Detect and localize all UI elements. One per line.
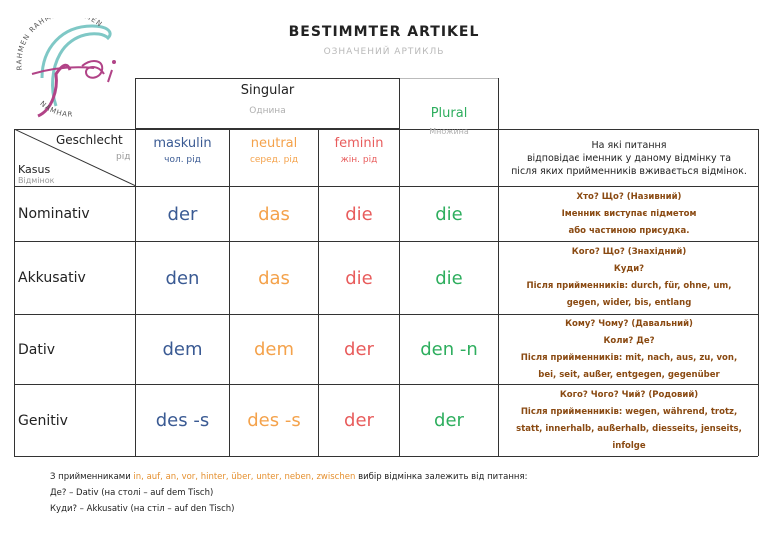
- gender-de: feminin: [334, 136, 384, 151]
- singular-header: [136, 78, 399, 128]
- article-feminine: die: [345, 203, 373, 225]
- gender-feminine: [319, 130, 399, 186]
- article-feminine: der: [344, 339, 374, 360]
- gender-masculine: [136, 130, 229, 186]
- svg-text:NAMHAR: NAMHAR: [38, 99, 74, 119]
- singular-label: Singular: [240, 83, 295, 98]
- footer-line-1: [50, 472, 527, 482]
- question-line: Після прийменників: mit, nach, aus, zu, von,: [520, 352, 738, 363]
- article-feminine: die: [345, 267, 373, 289]
- question-line: infolge: [612, 440, 646, 451]
- question-header-line: На які питання: [591, 139, 667, 151]
- case-dativ: Dativ: [18, 341, 56, 358]
- article-masculine: dem: [162, 339, 203, 360]
- question-line: Хто? Що? (Називний): [576, 191, 682, 202]
- geschlecht-label: Geschlecht: [56, 133, 123, 147]
- singular-uk-label: Однина: [249, 106, 286, 116]
- article-neutral: des -s: [247, 410, 301, 431]
- question-line: bei, seit, außer, entgegen, gegenüber: [538, 369, 720, 380]
- article-masculine: den: [165, 267, 200, 289]
- gender-de: maskulin: [153, 136, 212, 151]
- article-masculine: der: [167, 203, 198, 225]
- gender-uk: серед. рід: [249, 155, 299, 165]
- question-line: Куди?: [613, 264, 645, 274]
- question-cell: [500, 385, 758, 456]
- footer-prefix: З прийменниками: [50, 472, 131, 482]
- question-header-line: відповідає іменник у даному відмінку та: [526, 152, 732, 164]
- gender-neutral: [230, 130, 318, 186]
- case-nominativ: Nominativ: [18, 206, 90, 222]
- question-cell: [500, 242, 758, 314]
- question-line: Кого? Що? (Знахідний): [571, 247, 687, 257]
- case-genitiv: Genitiv: [18, 412, 68, 429]
- question-line: gegen, wider, bis, entlang: [566, 298, 692, 308]
- question-line: Кому? Чому? (Давальний): [565, 318, 693, 329]
- question-line: Кого? Чого? Чий? (Родовий): [559, 389, 699, 400]
- article-plural: die: [435, 267, 463, 289]
- question-cell: [500, 187, 758, 241]
- plural-label: Plural: [430, 106, 468, 121]
- gender-uk: чол. рід: [164, 155, 201, 165]
- footer-line-2: Де? – Dativ (на столі – auf dem Tisch): [50, 488, 214, 498]
- question-line: Іменник виступає підметом: [561, 208, 697, 219]
- footer-line-3: Куди? – Akkusativ (на стіл – auf den Tisch): [50, 504, 235, 514]
- question-line: Після прийменників: durch, für, ohne, um,: [526, 281, 732, 291]
- gender-uk: жін. рід: [340, 155, 378, 165]
- question-header: [500, 130, 758, 186]
- gender-de: neutral: [250, 136, 298, 151]
- article-plural: den -n: [420, 339, 478, 360]
- question-cell: [500, 315, 758, 384]
- vidminok-label: Відмінок: [18, 176, 55, 185]
- svg-text:RAHMEN RAHMEN RAHMEN: RAHMEN RAHM EN: [15, 18, 105, 71]
- rid-label: рід: [116, 152, 131, 162]
- question-header-line: після яких прийменників вживається відмінок.: [511, 165, 747, 177]
- kasus-label: Kasus: [18, 163, 51, 176]
- article-plural: der: [434, 410, 464, 431]
- page-title: BESTIMMTER ARTIKEL: [288, 24, 480, 40]
- article-neutral: dem: [253, 339, 295, 360]
- footer-suffix: вибір відмінка залежить від питання:: [358, 472, 528, 482]
- article-neutral: das: [258, 267, 290, 289]
- question-line: Коли? Де?: [603, 335, 655, 346]
- question-line: Після прийменників: wegen, während, trotz,: [520, 406, 738, 417]
- question-line: statt, innerhalb, außerhalb, diesseits, jenseits,: [516, 423, 742, 434]
- article-neutral: das: [258, 203, 290, 225]
- case-akkusativ: Akkusativ: [18, 270, 86, 286]
- article-feminine: der: [344, 410, 374, 431]
- article-masculine: des -s: [155, 410, 210, 431]
- plural-header: [400, 78, 498, 186]
- plural-uk-label: Множина: [429, 127, 469, 136]
- footer-prepositions: in, auf, an, vor, hinter, über, unter, neben, zwischen: [133, 472, 356, 482]
- article-plural: die: [435, 203, 463, 225]
- question-line: або частиною присудка.: [568, 225, 690, 236]
- page-subtitle: ОЗНАЧЕНИЙ АРТИКЛЬ: [323, 47, 445, 57]
